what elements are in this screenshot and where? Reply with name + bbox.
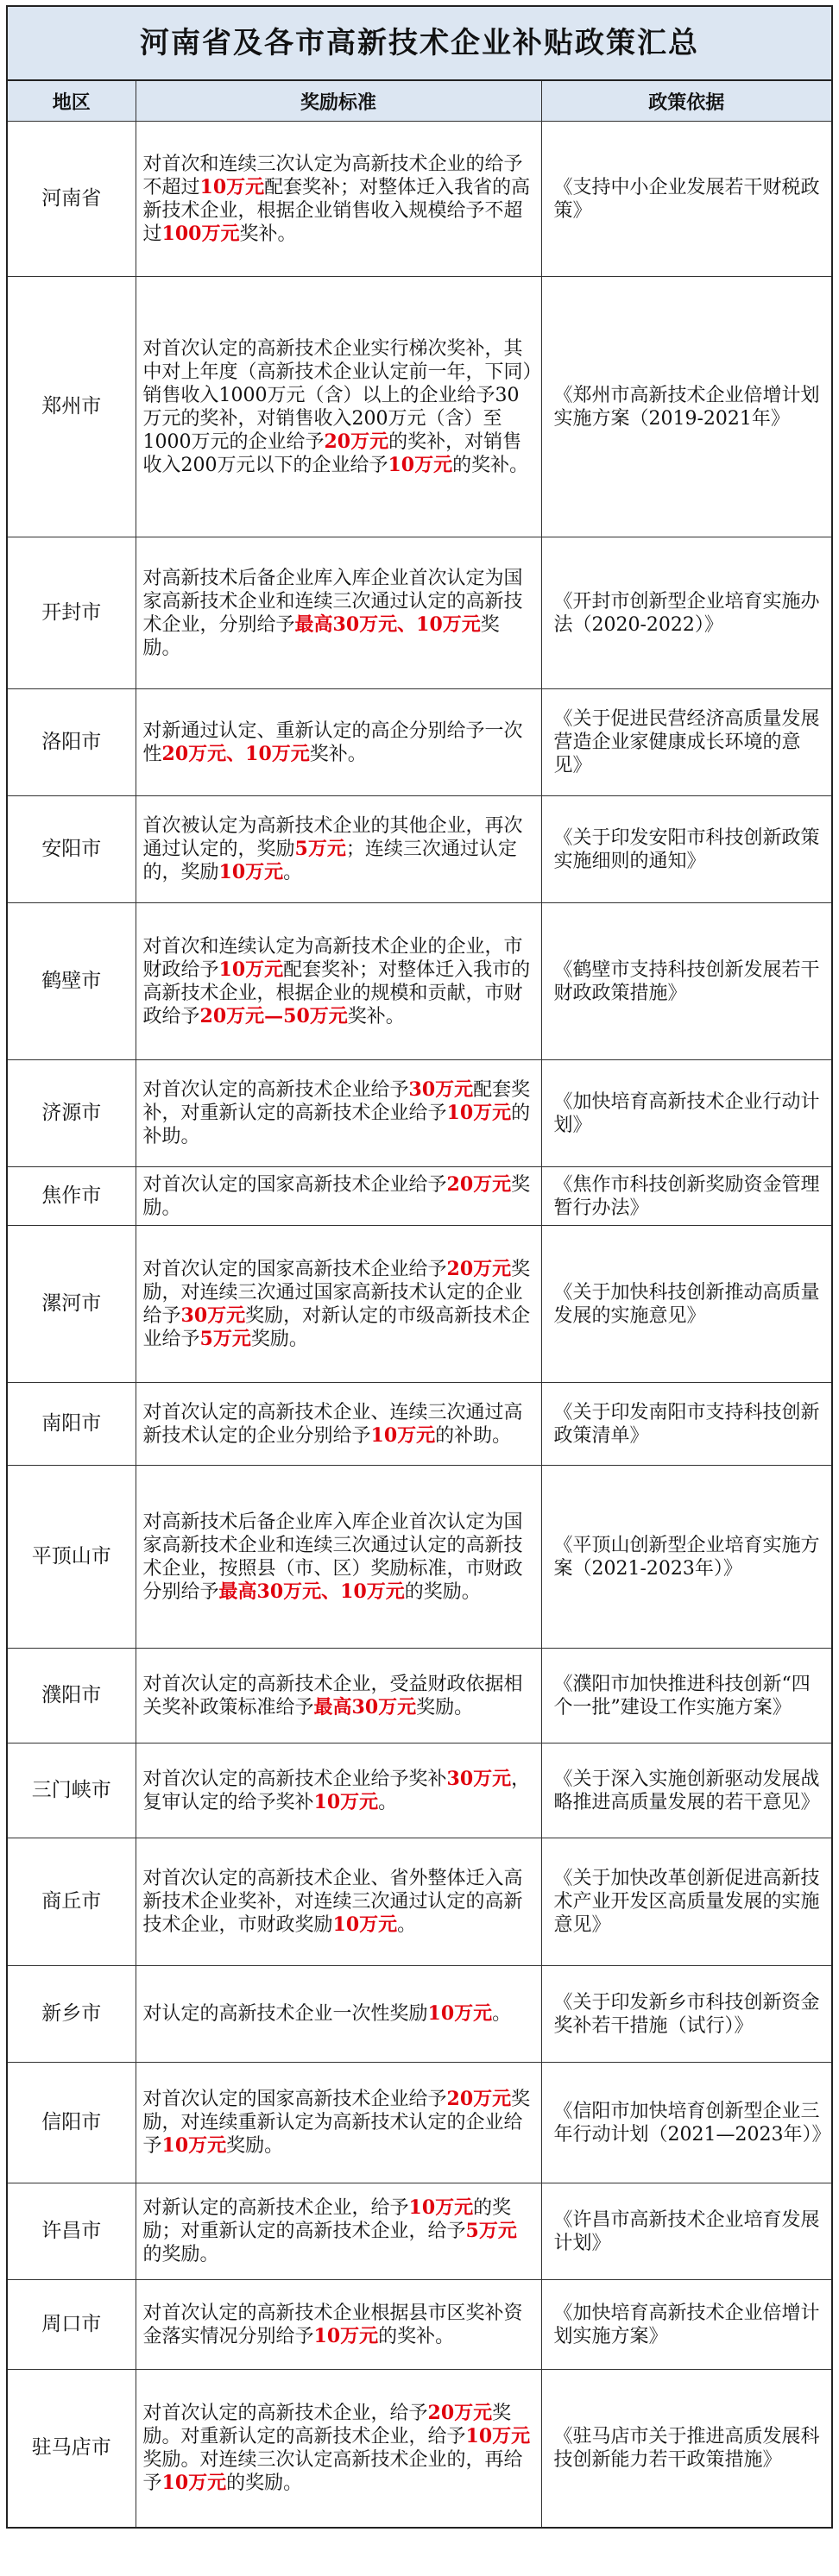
reward-cell <box>136 2063 541 2183</box>
reward-text: 奖励。 <box>142 1173 531 1219</box>
policy-cell: 《加快培育高新技术企业倍增计划实施方案》 <box>541 2280 831 2370</box>
policy-cell: 《关于印发安阳市科技创新政策实施细则的通知》 <box>541 796 831 903</box>
table-row <box>8 2063 831 2183</box>
reward-text: 对高新技术后备企业库入库企业首次认定为国家高新技术企业和连续三次通过认定的高新技术企业，按照县（市、区）奖励标准，市财政分别给予 <box>142 1511 523 1603</box>
policy-cell: 《信阳市加快培育创新型企业三年行动计划（2021—2023年）》 <box>541 2063 831 2183</box>
reward-text: 对首次认定的高新技术企业实行梯次奖补，其中对上年度（高新技术企业认定前一年，下同）销售收入1000万元（含）以上的企业给予30万元的奖补，对销售收入200万元（含）至1000万元的企业给予 <box>142 337 533 453</box>
reward-text: 奖补。 <box>347 1005 405 1027</box>
reward-cell <box>136 903 541 1060</box>
region-cell: 三门峡市 <box>8 1744 136 1838</box>
table-header-row <box>8 81 831 122</box>
policy-cell: 《关于深入实施创新驱动发展战略推进高质量发展的若干意见》 <box>541 1744 831 1838</box>
policy-cell: 《焦作市科技创新奖励资金管理暂行办法》 <box>541 1167 831 1226</box>
policy-cell: 《关于印发南阳市支持科技创新政策清单》 <box>541 1383 831 1466</box>
policy-cell: 《关于加快科技创新推动高质量发展的实施意见》 <box>541 1226 831 1383</box>
region-cell: 许昌市 <box>8 2183 136 2280</box>
reward-cell <box>136 796 541 903</box>
table-row <box>8 903 831 1060</box>
reward-cell <box>136 1838 541 1966</box>
reward-text: 的奖励。 <box>404 1580 481 1603</box>
reward-amount-highlight: 10万元 <box>161 2471 227 2494</box>
table-row <box>8 1226 831 1383</box>
reward-cell <box>136 1167 541 1226</box>
reward-amount-highlight: 10万元 <box>161 2134 227 2157</box>
reward-text: 奖励，对新认定的市级高新技术企业给予 <box>142 1304 531 1350</box>
reward-text: 奖补。 <box>239 223 297 245</box>
reward-amount-highlight: 最高30万元 <box>313 1695 417 1718</box>
region-cell: 驻马店市 <box>8 2370 136 2527</box>
reward-text: 的奖励。 <box>226 2472 303 2494</box>
reward-amount-highlight: 20万元 <box>446 1257 512 1280</box>
table-row <box>8 1649 831 1744</box>
reward-text: 。 <box>397 1914 417 1936</box>
header-policy: 政策依据 <box>541 81 831 122</box>
table-row <box>8 2183 831 2280</box>
reward-text: 奖励。对连续三次认定高新技术企业的，再给予 <box>142 2448 523 2494</box>
reward-text: ，复审认定的给予奖补 <box>142 1768 531 1813</box>
reward-cell <box>136 689 541 796</box>
reward-cell <box>136 2370 541 2527</box>
table-row <box>8 796 831 903</box>
reward-text: 配套奖补；对整体迁入我省的高新技术企业，根据企业销售收入规模给予不超过 <box>142 176 531 245</box>
reward-text: 对首次认定的高新技术企业，受益财政依据相关奖补政策标准给予 <box>142 1673 523 1718</box>
region-cell: 河南省 <box>8 122 136 277</box>
table-body <box>8 122 831 2527</box>
reward-text: 奖励。 <box>142 613 500 659</box>
reward-amount-highlight: 10万元 <box>199 175 265 198</box>
reward-amount-highlight: 10万元 <box>388 453 453 476</box>
reward-text: 奖励。对重新认定的高新技术企业，给予 <box>142 2402 512 2447</box>
reward-cell <box>136 537 541 689</box>
reward-cell <box>136 1226 541 1383</box>
policy-summary-sheet <box>6 5 833 2529</box>
reward-amount-highlight: 100万元 <box>161 222 240 245</box>
table-row <box>8 277 831 537</box>
reward-cell <box>136 1466 541 1649</box>
reward-text: 。 <box>492 2003 512 2025</box>
table-row <box>8 1744 831 1838</box>
region-cell: 开封市 <box>8 537 136 689</box>
region-cell: 平顶山市 <box>8 1466 136 1649</box>
reward-text: 对首次认定的国家高新技术企业给予 <box>142 1173 447 1196</box>
reward-text: 的补助。 <box>435 1424 512 1447</box>
region-cell: 商丘市 <box>8 1838 136 1966</box>
region-cell: 洛阳市 <box>8 689 136 796</box>
reward-text: 。 <box>283 862 303 883</box>
region-cell: 新乡市 <box>8 1966 136 2063</box>
policy-cell: 《关于印发新乡市科技创新资金奖补若干措施（试行）》 <box>541 1966 831 2063</box>
page-title: 河南省及各市高新技术企业补贴政策汇总 <box>8 7 831 81</box>
reward-text: 奖励，对连续三次通过国家高新技术认定的企业给予 <box>142 1258 531 1327</box>
table-row <box>8 689 831 796</box>
policy-cell: 《加快培育高新技术企业行动计划》 <box>541 1060 831 1167</box>
reward-amount-highlight: 最高30万元、10万元 <box>218 1580 405 1603</box>
reward-text: 首次被认定为高新技术企业的其他企业，再次通过认定的，奖励 <box>142 815 523 860</box>
policy-cell: 《鹤壁市支持科技创新发展若干财政政策措施》 <box>541 903 831 1060</box>
reward-text: 对首次认定的国家高新技术企业给予 <box>142 2089 447 2110</box>
table-row <box>8 537 831 689</box>
reward-amount-highlight: 10万元 <box>218 861 284 883</box>
policy-cell: 《许昌市高新技术企业培育发展计划》 <box>541 2183 831 2280</box>
policy-cell: 《郑州市高新技术企业倍增计划实施方案（2019-2021年》 <box>541 277 831 537</box>
reward-amount-highlight: 最高30万元、10万元 <box>294 613 481 636</box>
reward-amount-highlight: 10万元 <box>313 1790 379 1813</box>
reward-cell <box>136 1966 541 2063</box>
reward-text: 对首次和连续认定为高新技术企业的企业，市财政给予 <box>142 935 523 981</box>
region-cell: 安阳市 <box>8 796 136 903</box>
reward-amount-highlight: 30万元 <box>408 1078 474 1101</box>
reward-text: 的奖励。 <box>142 2244 219 2265</box>
table-row <box>8 1167 831 1226</box>
reward-cell <box>136 1649 541 1744</box>
reward-amount-highlight: 5万元 <box>465 2220 517 2242</box>
reward-text: 配套奖补；对整体迁入我市的高新技术企业，根据企业的规模和贡献，市财政给予 <box>142 958 531 1027</box>
reward-cell <box>136 1744 541 1838</box>
reward-amount-highlight: 5万元 <box>294 838 346 860</box>
reward-amount-highlight: 10万元 <box>332 1913 398 1936</box>
policy-table <box>8 81 831 2527</box>
region-cell: 漯河市 <box>8 1226 136 1383</box>
reward-amount-highlight: 20万元、10万元 <box>161 742 310 765</box>
reward-amount-highlight: 10万元 <box>313 2324 379 2347</box>
table-row <box>8 1966 831 2063</box>
policy-cell: 《驻马店市关于推进高质发展科技创新能力若干政策措施》 <box>541 2370 831 2527</box>
reward-cell <box>136 1060 541 1167</box>
reward-amount-highlight: 10万元 <box>218 958 284 981</box>
reward-text: 的奖励；对重新认定的高新技术企业，给予 <box>142 2197 512 2242</box>
table-row <box>8 1383 831 1466</box>
reward-amount-highlight: 30万元 <box>180 1304 246 1327</box>
reward-text: 对首次认定的高新技术企业给予 <box>142 1079 409 1101</box>
reward-text: 奖励。 <box>250 1328 308 1350</box>
reward-cell <box>136 1383 541 1466</box>
reward-cell <box>136 2280 541 2370</box>
policy-cell: 《开封市创新型企业培育实施办法（2020-2022）》 <box>541 537 831 689</box>
region-cell: 鹤壁市 <box>8 903 136 1060</box>
region-cell: 济源市 <box>8 1060 136 1167</box>
policy-cell: 《濮阳市加快推进科技创新“四个一批”建设工作实施方案》 <box>541 1649 831 1744</box>
reward-text: 配套奖补，对重新认定的高新技术企业给予 <box>142 1079 531 1124</box>
reward-amount-highlight: 20万元—50万元 <box>199 1004 348 1027</box>
reward-amount-highlight: 30万元 <box>446 1767 512 1790</box>
reward-text: ；连续三次通过认定的，奖励 <box>142 839 517 883</box>
reward-text: 对首次和连续三次认定为高新技术企业的给予不超过 <box>142 153 523 198</box>
reward-text: 对认定的高新技术企业一次性奖励 <box>142 2003 428 2025</box>
reward-text: 对首次认定的高新技术企业给予奖补 <box>142 1768 447 1790</box>
reward-text: 的补助。 <box>142 1103 531 1147</box>
reward-text: 奖励。 <box>226 2135 284 2157</box>
reward-text: 对首次认定的高新技术企业、连续三次通过高新技术认定的企业分别给予 <box>142 1401 523 1447</box>
reward-text: 对首次认定的高新技术企业根据县市区奖补资金落实情况分别给予 <box>142 2302 523 2347</box>
table-row <box>8 1838 831 1966</box>
reward-text: 。 <box>378 1791 398 1813</box>
region-cell: 濮阳市 <box>8 1649 136 1744</box>
reward-amount-highlight: 10万元 <box>408 2196 474 2219</box>
reward-text: 对高新技术后备企业库入库企业首次认定为国家高新技术企业和连续三次通过认定的高新技术企业，分别给予 <box>142 567 523 636</box>
reward-text: 对新通过认定、重新认定的高企分别给予一次性 <box>142 719 523 765</box>
region-cell: 郑州市 <box>8 277 136 537</box>
table-row <box>8 1060 831 1167</box>
header-region: 地区 <box>8 81 136 122</box>
region-cell: 焦作市 <box>8 1167 136 1226</box>
reward-cell <box>136 277 541 537</box>
reward-amount-highlight: 20万元 <box>446 2088 512 2110</box>
reward-cell <box>136 2183 541 2280</box>
reward-text: 奖励，对连续重新认定为高新技术认定的企业给予 <box>142 2089 531 2157</box>
table-row <box>8 2280 831 2370</box>
reward-amount-highlight: 10万元 <box>427 2002 493 2025</box>
reward-text: 对新认定的高新技术企业，给予 <box>142 2197 409 2219</box>
reward-text: 对首次认定的国家高新技术企业给予 <box>142 1258 447 1280</box>
table-row <box>8 2370 831 2527</box>
reward-cell <box>136 122 541 277</box>
header-reward: 奖励标准 <box>136 81 541 122</box>
reward-amount-highlight: 20万元 <box>446 1172 512 1196</box>
reward-amount-highlight: 20万元 <box>324 430 389 453</box>
reward-amount-highlight: 20万元 <box>427 2401 493 2424</box>
reward-text: 奖励。 <box>416 1696 474 1718</box>
reward-amount-highlight: 5万元 <box>199 1327 251 1350</box>
reward-amount-highlight: 10万元 <box>465 2424 531 2447</box>
reward-text: 对首次认定的高新技术企业，给予 <box>142 2402 428 2424</box>
policy-cell: 《关于促进民营经济高质量发展营造企业家健康成长环境的意见》 <box>541 689 831 796</box>
table-row <box>8 122 831 277</box>
reward-amount-highlight: 10万元 <box>370 1423 436 1447</box>
policy-cell: 《平顶山创新型企业培育实施方案（2021-2023年）》 <box>541 1466 831 1649</box>
table-row <box>8 1466 831 1649</box>
region-cell: 信阳市 <box>8 2063 136 2183</box>
policy-cell: 《关于加快改革创新促进高新技术产业开发区高质量发展的实施意见》 <box>541 1838 831 1966</box>
reward-text: 的奖补。 <box>378 2325 455 2347</box>
policy-cell: 《支持中小企业发展若干财税政策》 <box>541 122 831 277</box>
region-cell: 周口市 <box>8 2280 136 2370</box>
reward-amount-highlight: 10万元 <box>446 1102 512 1124</box>
region-cell: 南阳市 <box>8 1383 136 1466</box>
reward-text: 的奖补。 <box>452 454 529 476</box>
reward-text: 对首次认定的高新技术企业、省外整体迁入高新技术企业奖补，对连续三次通过认定的高新技术企业，市财政奖励 <box>142 1868 523 1936</box>
reward-text: 奖补。 <box>309 743 367 765</box>
reward-text: 的奖补，对销售收入200万元以下的企业给予 <box>142 430 522 476</box>
